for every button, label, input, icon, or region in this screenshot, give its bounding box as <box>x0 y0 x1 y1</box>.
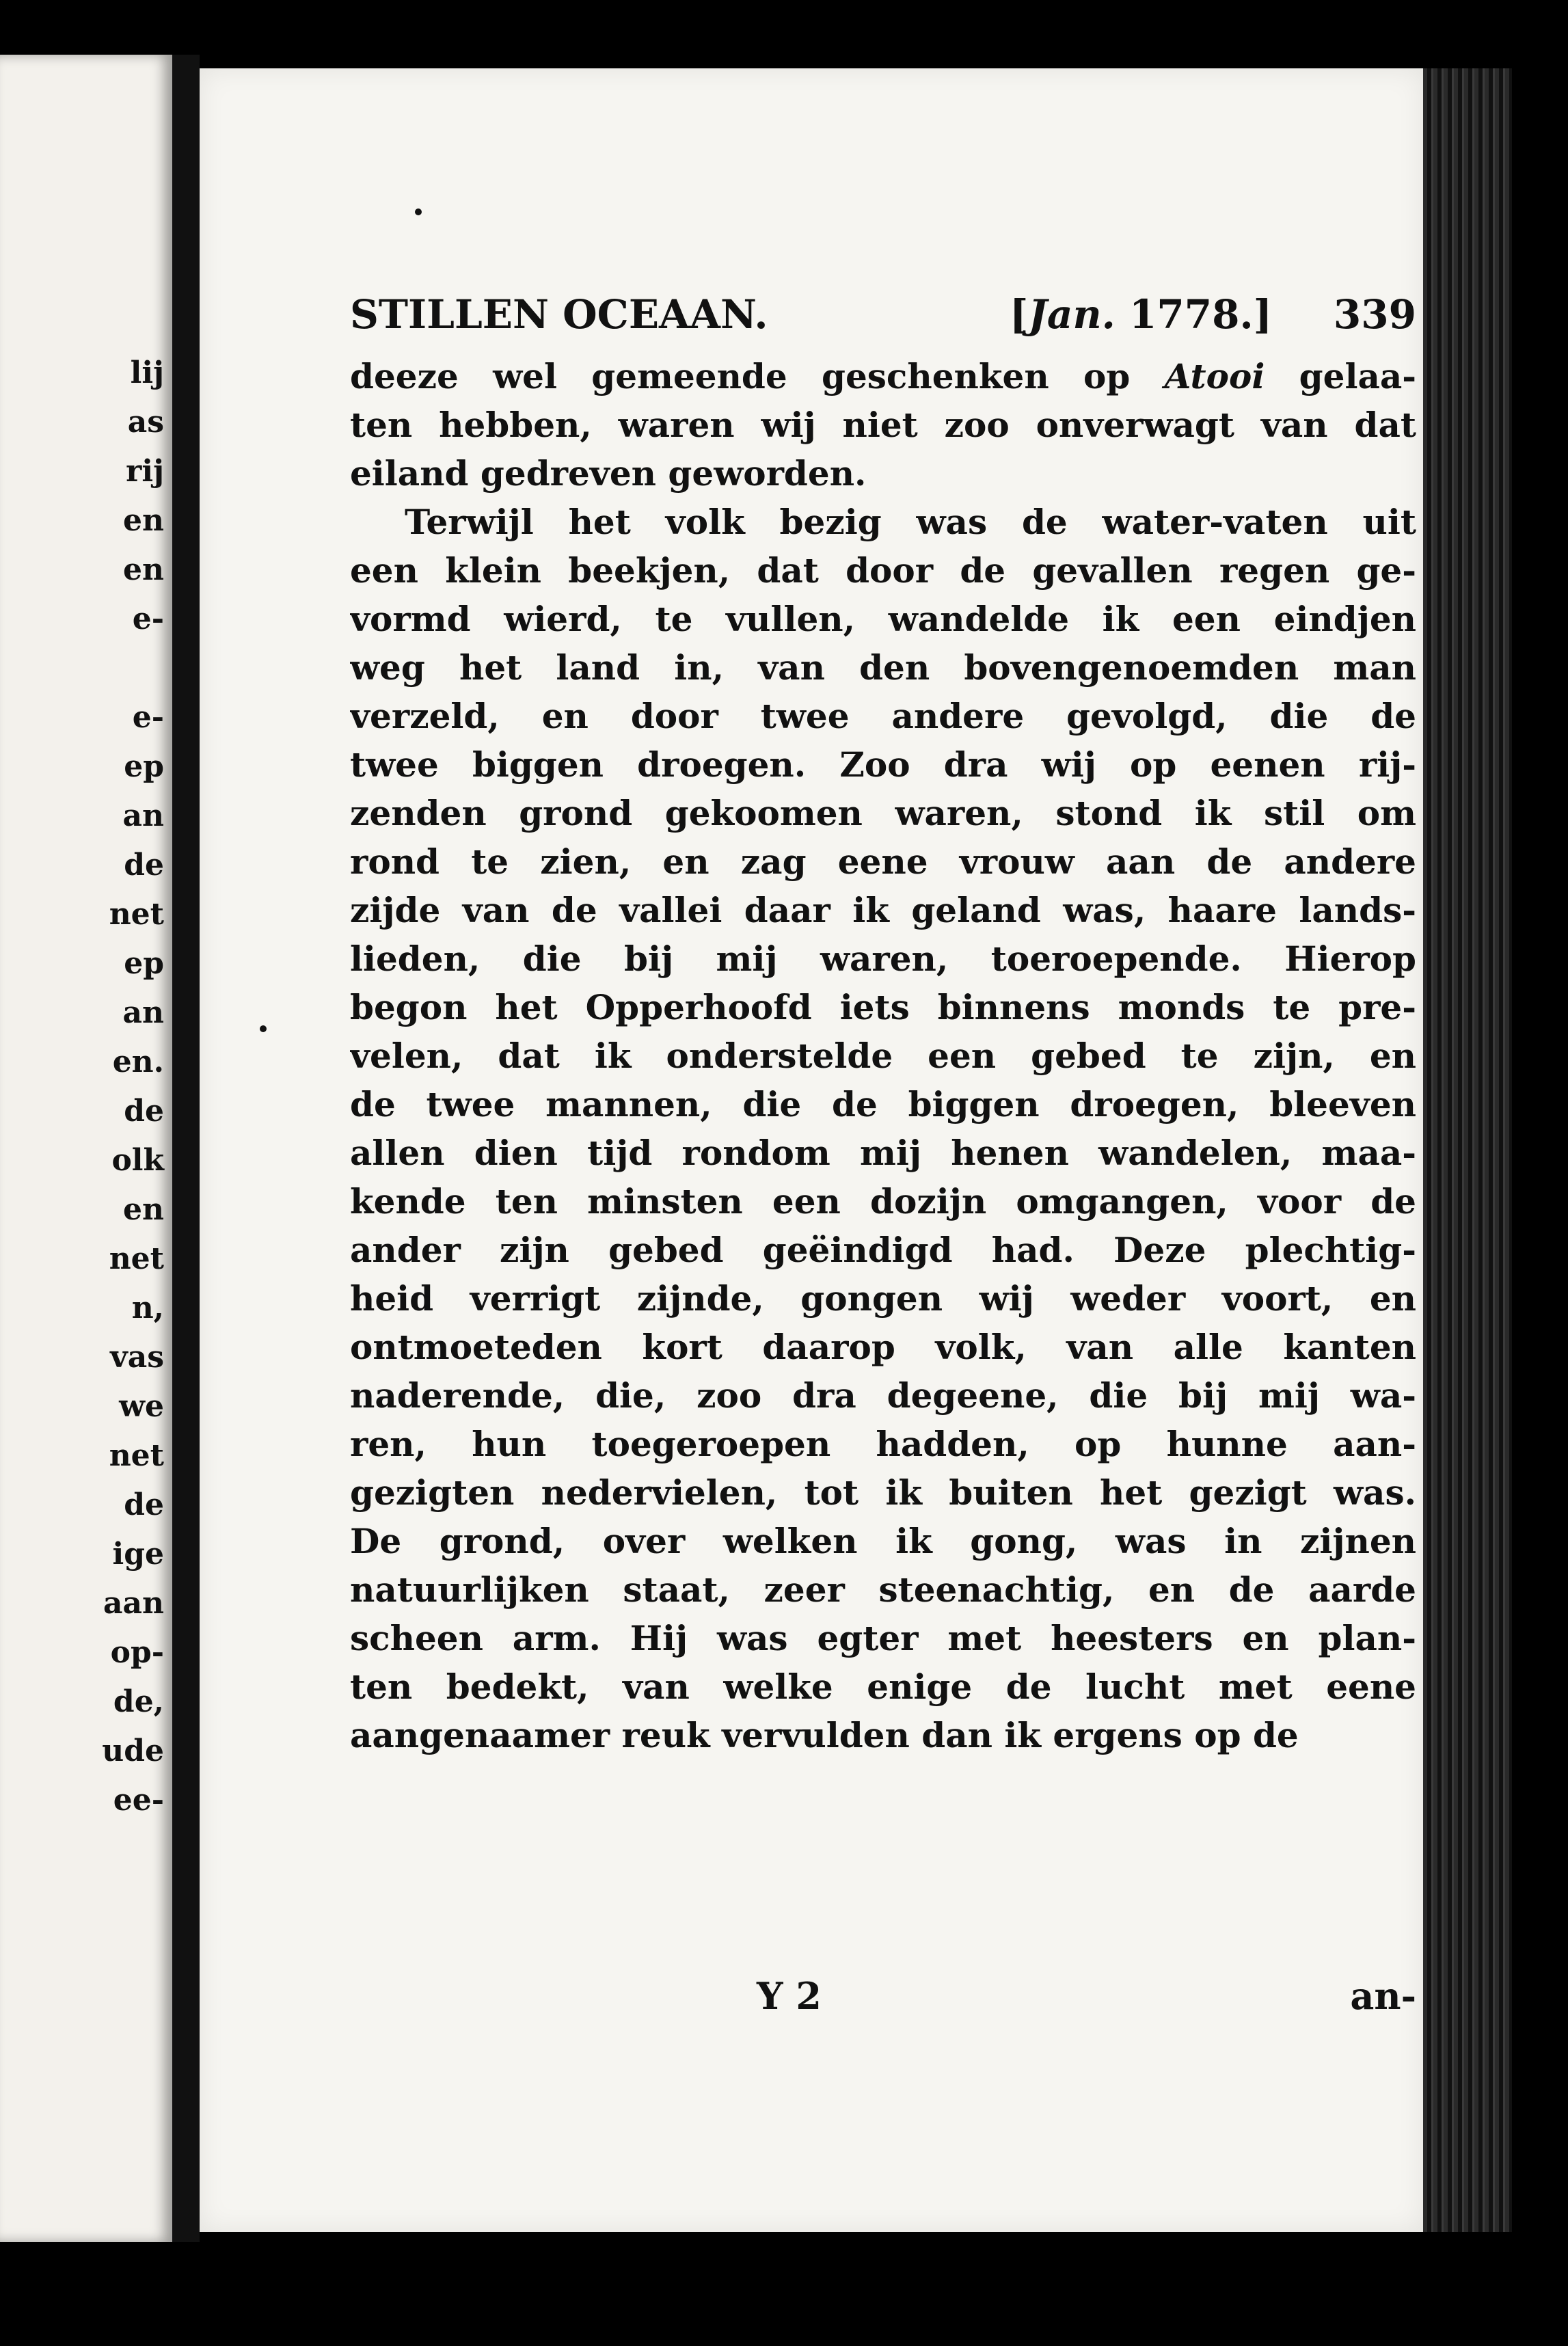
text-line: de twee mannen, die de biggen droegen, bleeven <box>350 1084 1416 1124</box>
left-text-fragment: ep <box>124 749 164 784</box>
text-line: een klein beekjen, dat door de gevallen regen ge- <box>350 550 1416 591</box>
text-line: velen, dat ik onderstelde een gebed te zijn, en <box>350 1036 1416 1076</box>
right-page <box>200 68 1423 2232</box>
left-text-fragment: we <box>119 1389 164 1424</box>
date-bracket: [ <box>1010 291 1029 338</box>
left-text-fragment: e- <box>132 602 164 636</box>
left-text-fragment: de <box>124 1094 164 1129</box>
text-line: allen dien tijd rondom mij henen wandelen, maa- <box>350 1133 1416 1173</box>
left-text-fragment: as <box>127 405 164 440</box>
text-line: twee biggen droegen. Zoo dra wij op eenen rij- <box>350 744 1416 785</box>
left-text-fragment: en <box>123 1192 164 1227</box>
left-text-fragment: op- <box>110 1635 164 1670</box>
left-text-fragment: ige <box>112 1537 164 1572</box>
running-title: STILLEN OCEAAN. <box>350 291 768 338</box>
text-line: scheen arm. Hij was egter met heesters en plan- <box>350 1618 1416 1658</box>
left-text-fragment: ep <box>124 946 164 981</box>
text-line: Terwijl het volk bezig was de water-vaten uit <box>405 502 1416 542</box>
place-name: Atooi <box>1164 356 1265 396</box>
text-line: begon het Opperhoofd iets binnens monds te pre- <box>350 987 1416 1027</box>
text-line: ren, hun toegeroepen hadden, op hunne aan- <box>350 1424 1416 1464</box>
ink-speck <box>260 1025 267 1032</box>
date-year: 1778.] <box>1129 291 1273 338</box>
text-line: deeze wel gemeende geschenken op Atooi gelaa- <box>350 356 1416 396</box>
left-text-fragment: e- <box>132 700 164 735</box>
left-text-fragment: en <box>123 552 164 587</box>
ink-speck <box>415 208 422 215</box>
text-line: ten bedekt, van welke enige de lucht met eene <box>350 1667 1416 1707</box>
page-number: 339 <box>1333 291 1416 338</box>
left-text-fragment: en. <box>112 1044 164 1079</box>
left-page-text-fragments <box>89 349 164 1825</box>
signature-mark: Y 2 <box>757 1974 822 2018</box>
left-text-fragment: de <box>124 848 164 882</box>
left-text-fragment: net <box>109 1438 164 1473</box>
running-date <box>1010 273 1272 355</box>
body-text <box>350 352 1416 1760</box>
left-text-fragment: de, <box>113 1684 164 1719</box>
text-line: zijde van de vallei daar ik geland was, haare lands- <box>350 890 1416 930</box>
left-text-fragment: net <box>109 897 164 932</box>
text-line: zenden grond gekoomen waren, stond ik stil om <box>350 793 1416 833</box>
text-line: aangenaamer reuk vervulden dan ik ergens op de <box>350 1715 1299 1755</box>
text-line: kende ten minsten een dozijn omgangen, voor de <box>350 1181 1416 1222</box>
left-text-fragment: net <box>109 1241 164 1276</box>
text-line: ander zijn gebed geëindigd had. Deze plechtig- <box>350 1230 1416 1270</box>
left-text-fragment: aan <box>103 1586 164 1621</box>
text-line: heid verrigt zijnde, gongen wij weder voort, en <box>350 1278 1416 1319</box>
gutter <box>172 55 200 2242</box>
left-text-fragment: an <box>122 798 164 833</box>
left-text-fragment: lij <box>130 355 164 390</box>
text-line: De grond, over welken ik gong, was in zijnen <box>350 1521 1416 1561</box>
left-text-fragment: en <box>123 503 164 538</box>
left-text-fragment: ude <box>102 1734 164 1768</box>
date-month: Jan. <box>1028 291 1116 338</box>
running-head <box>350 273 1416 355</box>
text-line: lieden, die bij mij waren, toeroepende. Hierop <box>350 939 1416 979</box>
left-text-fragment: ee- <box>113 1783 164 1818</box>
text-line: verzeld, en door twee andere gevolgd, die de <box>350 696 1416 736</box>
left-text-fragment: de <box>124 1487 164 1522</box>
page-footer <box>350 1969 1416 2023</box>
text-line: weg het land in, van den bovengenoemden man <box>350 647 1416 688</box>
left-text-fragment: olk <box>111 1143 164 1178</box>
text-line: naderende, die, zoo dra degeene, die bij mij wa- <box>350 1375 1416 1416</box>
page-edges <box>1423 68 1512 2232</box>
text-line: gezigten nedervielen, tot ik buiten het gezigt was. <box>350 1472 1416 1513</box>
text-line: ten hebben, waren wij niet zoo onverwagt van dat <box>350 405 1416 445</box>
left-text-fragment: vas <box>110 1340 164 1375</box>
left-text-fragment: n, <box>131 1291 164 1325</box>
text-line: eiland gedreven geworden. <box>350 453 867 494</box>
left-text-fragment: rij <box>126 454 164 489</box>
catchword: an- <box>1350 1974 1416 2018</box>
left-text-fragment <box>89 644 164 693</box>
text-line: natuurlijken staat, zeer steenachtig, en de aarde <box>350 1569 1416 1610</box>
left-page <box>0 55 172 2242</box>
text-line: vormd wierd, te vullen, wandelde ik een eindjen <box>350 599 1416 639</box>
left-text-fragment: an <box>122 995 164 1030</box>
text-line: ontmoeteden kort daarop volk, van alle kanten <box>350 1327 1416 1367</box>
text-line: rond te zien, en zag eene vrouw aan de andere <box>350 841 1416 882</box>
